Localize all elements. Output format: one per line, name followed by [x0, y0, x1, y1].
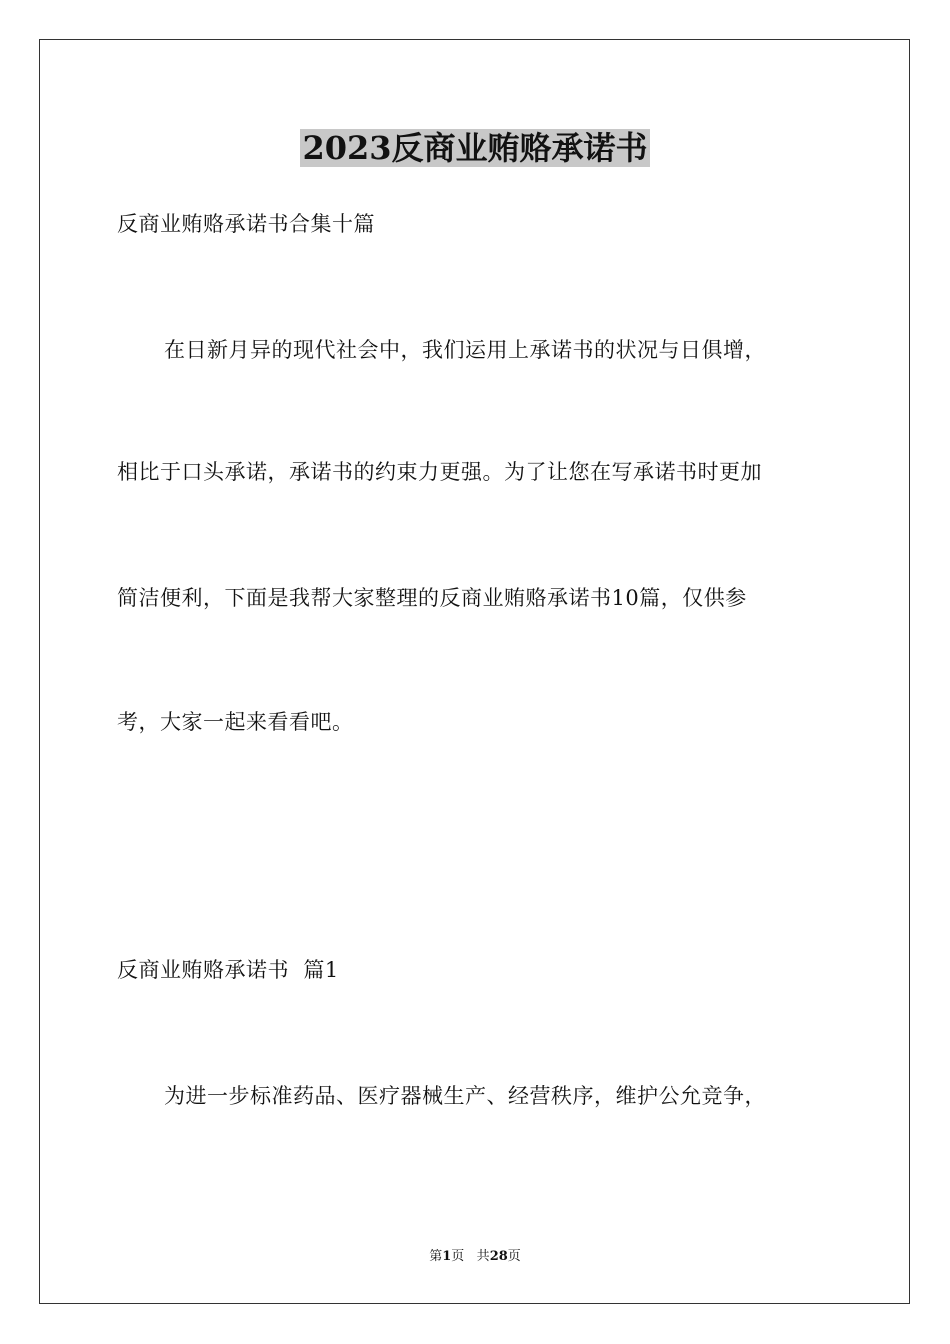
intro-line-4: 考，大家一起来看看吧。 [117, 710, 354, 734]
footer-total-label: 页 [507, 1249, 521, 1264]
page-footer [0, 1248, 950, 1266]
footer-total-pages: 28 [489, 1249, 508, 1264]
footer-current-page: 1 [442, 1249, 452, 1264]
intro-line-2: 相比于口头承诺，承诺书的约束力更强。为了让您在写承诺书时更加 [117, 460, 762, 484]
footer-page-label: 页 [451, 1249, 465, 1264]
section-paragraph-line: 为进一步标准药品、医疗器械生产、经营秩序，维护公允竞争， [164, 1084, 766, 1108]
subtitle: 反商业贿赂承诺书合集十篇 [117, 212, 375, 236]
title-highlight: 2023反商业贿赂承诺书 [302, 129, 648, 167]
intro-line-3: 简洁便利，下面是我帮大家整理的反商业贿赂承诺书10篇，仅供参 [117, 586, 747, 610]
document-title [0, 126, 950, 170]
footer-total-prefix: 共 [476, 1249, 490, 1264]
footer-prefix: 第 [429, 1249, 443, 1264]
intro-line-1: 在日新月异的现代社会中，我们运用上承诺书的状况与日俱增， [164, 338, 766, 362]
section-heading: 反商业贿赂承诺书 篇1 [117, 958, 339, 982]
